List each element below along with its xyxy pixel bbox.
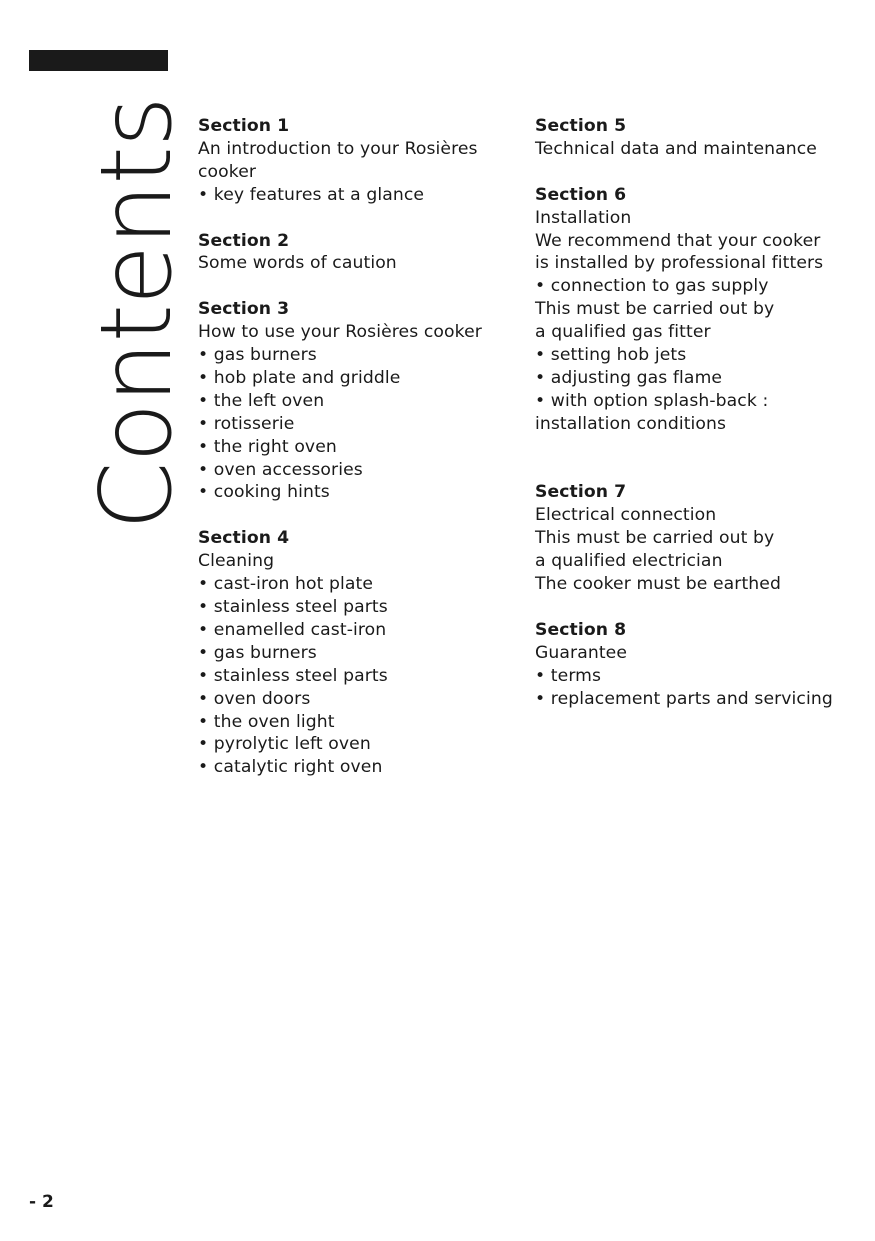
section-4-line: • stainless steel parts [198, 665, 388, 686]
section-1-line: • key features at a glance [198, 184, 425, 205]
section-2-heading: Section 2 [198, 230, 290, 251]
section-2-line: Some words of caution [198, 253, 397, 274]
page-number: - 2 [29, 1192, 54, 1212]
section-3-line: • rotisserie [198, 413, 295, 434]
section-3-heading: Section 3 [198, 299, 290, 320]
section-3-line: • the right oven [198, 436, 337, 457]
section-5-line: Technical data and maintenance [535, 138, 817, 159]
section-2 [198, 230, 518, 276]
section-4-line: • pyrolytic left oven [198, 734, 371, 755]
section-3-line: • gas burners [198, 345, 317, 366]
section-8-line: • terms [535, 665, 602, 686]
section-6-line: • connection to gas supply [535, 276, 769, 297]
section-1-line: cooker [198, 161, 257, 182]
section-4-line: Cleaning [198, 551, 275, 572]
section-6 [535, 184, 855, 436]
section-4-line: • oven doors [198, 688, 311, 709]
contents-column-right [535, 115, 855, 733]
section-3 [198, 298, 518, 504]
section-4-line: • enamelled cast-iron [198, 619, 387, 640]
section-6-line: • adjusting gas flame [535, 367, 723, 388]
section-8-line: Guarantee [535, 642, 628, 663]
section-1 [198, 115, 518, 207]
section-8-line: • replacement parts and servicing [535, 688, 833, 709]
section-3-line: • oven accessories [198, 459, 363, 480]
section-7-line: Electrical connection [535, 505, 717, 526]
section-4-line: • the oven light [198, 711, 335, 732]
section-5 [535, 115, 855, 161]
section-4-line: • catalytic right oven [198, 757, 383, 778]
section-4-line: • stainless steel parts [198, 596, 388, 617]
section-6-line: • setting hob jets [535, 345, 687, 366]
section-6-line: a qualified gas fitter [535, 322, 711, 343]
section-6-line: We recommend that your cooker [535, 230, 821, 251]
section-4-heading: Section 4 [198, 528, 290, 549]
section-3-line: • the left oven [198, 390, 325, 411]
section-3-line: How to use your Rosières cooker [198, 322, 482, 343]
section-gap [535, 459, 855, 482]
section-1-heading: Section 1 [198, 116, 290, 136]
header-bar [29, 50, 168, 71]
section-6-line: Installation [535, 207, 632, 228]
section-6-line: installation conditions [535, 413, 727, 434]
section-4 [198, 527, 518, 779]
section-6-line: This must be carried out by [535, 299, 775, 320]
page-title: Contents [80, 97, 194, 530]
contents-column-left [198, 115, 518, 802]
section-3-line: • cooking hints [198, 482, 330, 503]
section-4-line: • gas burners [198, 642, 317, 663]
section-1-line: An introduction to your Rosières [198, 138, 478, 159]
section-6-heading: Section 6 [535, 184, 627, 205]
section-6-line: is installed by professional fitters [535, 253, 824, 274]
section-3-line: • hob plate and griddle [198, 367, 401, 388]
section-7-line: a qualified electrician [535, 551, 723, 572]
section-7-line: This must be carried out by [535, 528, 775, 549]
section-8 [535, 619, 855, 711]
section-7 [535, 481, 855, 596]
section-7-heading: Section 7 [535, 482, 627, 503]
section-6-line: • with option splash-back : [535, 390, 769, 411]
section-7-line: The cooker must be earthed [535, 574, 781, 595]
section-4-line: • cast-iron hot plate [198, 574, 374, 595]
section-8-heading: Section 8 [535, 619, 627, 640]
section-5-heading: Section 5 [535, 116, 627, 136]
